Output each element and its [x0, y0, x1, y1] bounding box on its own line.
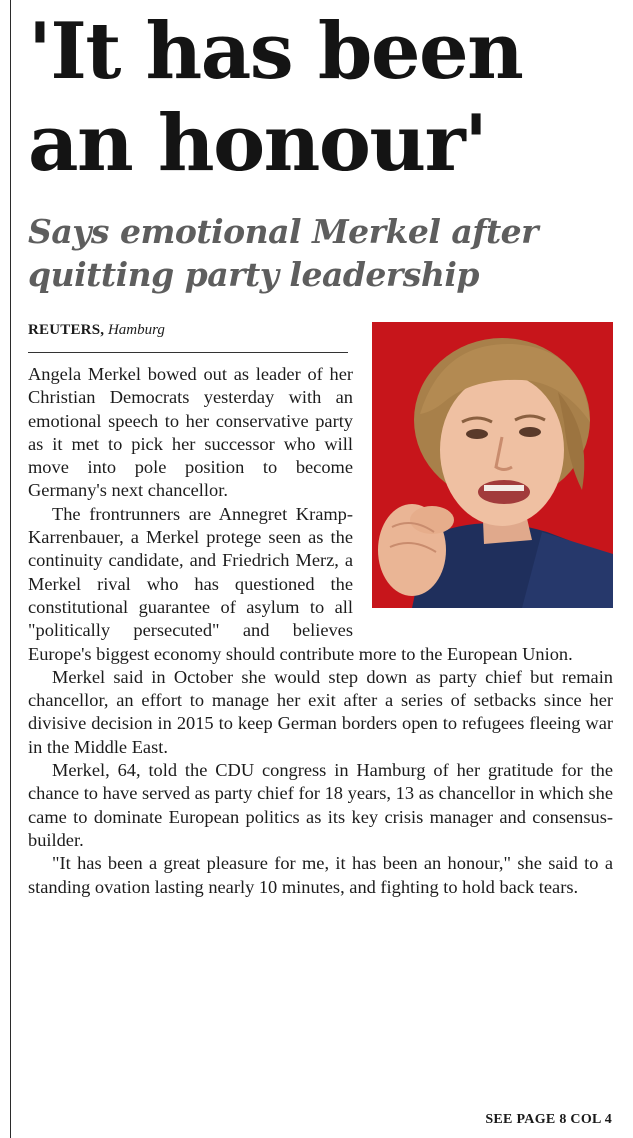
article-paragraph: Merkel said in October she would step down as party chief but remain chancellor, an effort to manage her exit after a series of setbacks since her divisive decision in 2015 to keep German borders open to refugees fleeing war in the Middle East. — [28, 666, 613, 757]
headline-line: an honour' — [28, 98, 487, 189]
headline — [28, 6, 628, 190]
article-paragraph: Angela Merkel bowed out as leader of her Christian Democrats yesterday with an emotional speech to her conservative party as it met to pick her successor who will move into pole position to become Germany's next chancellor. — [28, 364, 353, 501]
byline-divider — [28, 352, 348, 353]
subheadline — [28, 210, 628, 296]
photo-spacer — [353, 363, 613, 621]
article-body — [28, 363, 613, 899]
byline-location: Hamburg — [107, 322, 165, 338]
article-paragraph: "It has been a great pleasure for me, it has been an honour," she said to a standing ovation lasting nearly 10 minutes, and fighting to hold back tears. — [28, 853, 613, 897]
article-paragraph: The frontrunners are Annegret Kramp-Karrenbauer, a Merkel protege seen as the continuity candidate, and Friedrich Merz, a Merkel rival who has questioned the constitutional guarantee of asylum to all "politically persecuted" and believes Europe's biggest economy should contribute more to the European Union. — [28, 503, 573, 664]
headline-line: 'It has been — [28, 6, 523, 97]
byline — [28, 322, 165, 339]
article-paragraph: Merkel, 64, told the CDU congress in Hamburg of her gratitude for the chance to have served as party chief for 18 years, 13 as chancellor in which she came to dominate European politics as its key crisis manager and consensus-builder. — [28, 760, 613, 850]
continuation-note: SEE PAGE 8 COL 4 — [485, 1112, 612, 1127]
subheadline-line: quitting party leadership — [28, 255, 479, 294]
column-rule — [10, 0, 11, 1138]
subheadline-line: Says emotional Merkel after — [28, 212, 539, 251]
byline-agency: REUTERS, — [28, 322, 105, 338]
